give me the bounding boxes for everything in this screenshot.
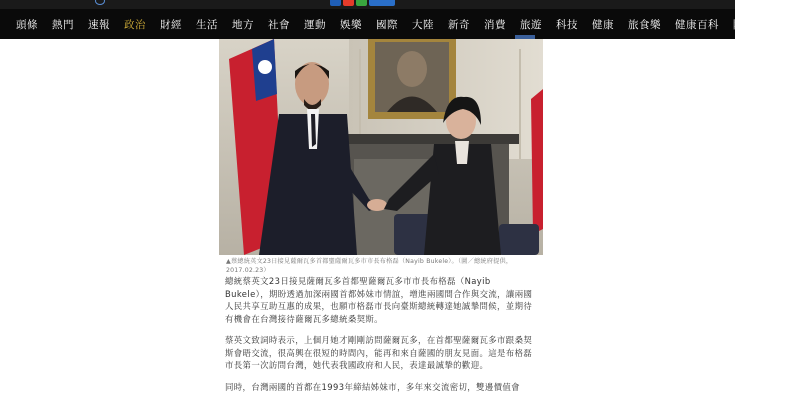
- portrait-face: [397, 51, 427, 87]
- article-paragraph: 蔡英文致詞時表示，上個月她才剛剛訪問薩爾瓦多，在首都聖薩爾瓦多市跟桑契斯會晤交流，很高興在很短的時間內，能再和來自薩國的朋友見面。這是布格磊市長第一次訪問台灣，她代表我國政府和人民，表達最誠摯的歡迎。: [225, 335, 533, 370]
- nav-item-entertainment[interactable]: 娛樂: [340, 18, 362, 31]
- nav-item-local[interactable]: 地方: [232, 18, 254, 31]
- nav-item-novelty[interactable]: 新奇: [448, 18, 470, 31]
- search-icon[interactable]: [95, 0, 105, 5]
- article-body: [225, 275, 537, 402]
- nav-item-popular[interactable]: 熱門: [52, 18, 74, 31]
- nav-item-breaking[interactable]: 速報: [88, 18, 110, 31]
- nav-item-travel[interactable]: 旅遊: [520, 18, 542, 31]
- nav-item-tech[interactable]: 科技: [556, 18, 578, 31]
- nav-item-food-travel[interactable]: 旅食樂: [628, 18, 661, 31]
- category-nav: [0, 9, 799, 39]
- handshake: [367, 199, 387, 211]
- nav-item-politics[interactable]: 政治: [124, 18, 146, 31]
- nav-item-mainland[interactable]: 大陸: [412, 18, 434, 31]
- nav-item-health[interactable]: 健康: [592, 18, 614, 31]
- flag-right: [531, 89, 543, 234]
- article-paragraph: 同時，台灣兩國的首都在1993年締結姊妹市，多年來交流密切，雙邊價值會: [225, 381, 520, 392]
- top-header-strip: [0, 0, 735, 9]
- nav-item-health-wiki[interactable]: 健康百科: [675, 18, 719, 31]
- site-logo[interactable]: [330, 0, 395, 6]
- nav-item-consumer[interactable]: 消費: [484, 18, 506, 31]
- nav-item-international[interactable]: 國際: [376, 18, 398, 31]
- nav-item-finance[interactable]: 財經: [160, 18, 182, 31]
- photo-illustration: [219, 39, 543, 255]
- nav-item-headlines[interactable]: 頭條: [16, 18, 38, 31]
- nav-item-sports[interactable]: 運動: [304, 18, 326, 31]
- photo-caption: ▲蔡總統英文23日接見薩爾瓦多首都聖薩爾瓦多市市長布格磊（Nayib Bukele）。（圖／總統府提供，2017.02.23）: [226, 258, 513, 274]
- nav-item-life[interactable]: 生活: [196, 18, 218, 31]
- article-paragraph: 總統蔡英文23日接見薩爾瓦多首都聖薩爾瓦多市市長布格磊（Nayib Bukele），期盼透過加深兩國首都姊妹市情誼，增進兩國間合作與交流，讓兩國人民共享互助互惠的成果，也願市格磊市長向臺斯總統轉達她誠摯問候，並期待有機會在台灣接待薩爾瓦多總統桑契斯。: [225, 276, 533, 324]
- nav-item-nearby-reading[interactable]: 附近的人在看: [733, 18, 799, 31]
- article-photo: [219, 39, 543, 255]
- nav-item-society[interactable]: 社會: [268, 18, 290, 31]
